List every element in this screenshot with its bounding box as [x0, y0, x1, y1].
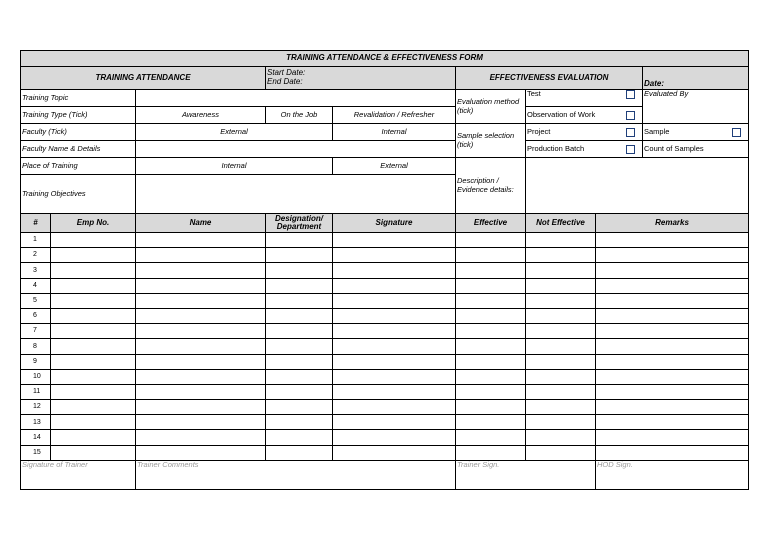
row-number: 12	[21, 400, 51, 415]
name-cell[interactable]	[136, 248, 266, 263]
remarks-cell[interactable]	[596, 384, 749, 399]
table-row	[21, 445, 749, 460]
row-number: 6	[21, 308, 51, 323]
table-row	[21, 263, 749, 278]
signature-cell[interactable]	[333, 369, 456, 384]
emp-no-cell[interactable]	[51, 400, 136, 415]
designation-cell[interactable]	[266, 263, 333, 278]
name-cell[interactable]	[136, 278, 266, 293]
signature-cell[interactable]	[333, 308, 456, 323]
emp-no-cell[interactable]	[51, 233, 136, 248]
not-effective-cell[interactable]	[526, 384, 596, 399]
table-row	[21, 324, 749, 339]
emp-no-cell[interactable]	[51, 445, 136, 460]
row-number: 8	[21, 339, 51, 354]
effective-cell[interactable]	[456, 415, 526, 430]
col-num: #	[21, 214, 51, 233]
trainer-sign-label: Trainer Sign.	[456, 460, 596, 489]
col-signature: Signature	[333, 214, 456, 233]
name-cell[interactable]	[136, 354, 266, 369]
designation-cell[interactable]	[266, 445, 333, 460]
effective-cell[interactable]	[456, 384, 526, 399]
signature-cell[interactable]	[333, 248, 456, 263]
designation-cell[interactable]	[266, 248, 333, 263]
training-topic-label: Training Topic	[21, 90, 136, 107]
not-effective-cell[interactable]	[526, 400, 596, 415]
faculty-label: Faculty (Tick)	[21, 124, 136, 141]
not-effective-cell[interactable]	[526, 324, 596, 339]
attendance-header: TRAINING ATTENDANCE	[21, 67, 266, 90]
project-checkbox[interactable]	[626, 128, 635, 137]
designation-cell[interactable]	[266, 430, 333, 445]
observation-label: Observation of Work	[527, 109, 596, 119]
row-number: 7	[21, 324, 51, 339]
effective-cell[interactable]	[456, 308, 526, 323]
remarks-cell[interactable]	[596, 430, 749, 445]
form-table	[20, 50, 749, 490]
remarks-cell[interactable]	[596, 248, 749, 263]
signature-cell[interactable]	[333, 339, 456, 354]
signature-cell[interactable]	[333, 415, 456, 430]
training-type-label: Training Type (Tick)	[21, 107, 136, 124]
row-number: 4	[21, 278, 51, 293]
signature-cell[interactable]	[333, 354, 456, 369]
test-label: Test	[527, 89, 541, 98]
name-cell[interactable]	[136, 293, 266, 308]
designation-cell[interactable]	[266, 324, 333, 339]
test-checkbox[interactable]	[626, 90, 635, 99]
effective-cell[interactable]	[456, 430, 526, 445]
effective-cell[interactable]	[456, 263, 526, 278]
signature-cell[interactable]	[333, 384, 456, 399]
emp-no-cell[interactable]	[51, 430, 136, 445]
row-number: 1	[21, 233, 51, 248]
effective-cell[interactable]	[456, 400, 526, 415]
table-row	[21, 400, 749, 415]
place-label: Place of Training	[21, 158, 136, 175]
hod-sign-label: HOD Sign.	[596, 460, 749, 489]
effective-cell[interactable]	[456, 248, 526, 263]
col-not-effective: Not Effective	[526, 214, 596, 233]
name-cell[interactable]	[136, 430, 266, 445]
row-number: 10	[21, 369, 51, 384]
not-effective-cell[interactable]	[526, 233, 596, 248]
type-awareness[interactable]: Awareness	[136, 107, 266, 124]
row-number: 14	[21, 430, 51, 445]
designation-cell[interactable]	[266, 308, 333, 323]
remarks-cell[interactable]	[596, 415, 749, 430]
row-number: 15	[21, 445, 51, 460]
name-cell[interactable]	[136, 324, 266, 339]
emp-no-cell[interactable]	[51, 293, 136, 308]
remarks-cell[interactable]	[596, 324, 749, 339]
row-number: 2	[21, 248, 51, 263]
name-cell[interactable]	[136, 445, 266, 460]
designation-cell[interactable]	[266, 400, 333, 415]
sample-selection-label: Sample selection (tick)	[456, 124, 526, 158]
emp-no-cell[interactable]	[51, 263, 136, 278]
signature-cell[interactable]	[333, 278, 456, 293]
effective-cell[interactable]	[456, 339, 526, 354]
name-cell[interactable]	[136, 308, 266, 323]
row-number: 9	[21, 354, 51, 369]
trainer-signature-label: Signature of Trainer	[21, 460, 136, 489]
effectiveness-header: EFFECTIVENESS EVALUATION	[456, 67, 643, 90]
remarks-cell[interactable]	[596, 233, 749, 248]
row-number: 3	[21, 263, 51, 278]
row-number: 5	[21, 293, 51, 308]
trainer-comments-label: Trainer Comments	[136, 460, 456, 489]
faculty-name-label: Faculty Name & Details	[21, 141, 136, 158]
name-cell[interactable]	[136, 369, 266, 384]
sample-label: Sample	[644, 126, 670, 136]
table-row	[21, 430, 749, 445]
not-effective-cell[interactable]	[526, 263, 596, 278]
not-effective-cell[interactable]	[526, 369, 596, 384]
date-label: Date:	[643, 67, 749, 90]
effective-cell[interactable]	[456, 293, 526, 308]
description-label: Description / Evidence details:	[456, 158, 526, 214]
not-effective-cell[interactable]	[526, 339, 596, 354]
table-row	[21, 415, 749, 430]
name-cell[interactable]	[136, 415, 266, 430]
end-date-label: End Date:	[267, 77, 303, 86]
table-row	[21, 248, 749, 263]
remarks-cell[interactable]	[596, 308, 749, 323]
not-effective-cell[interactable]	[526, 308, 596, 323]
table-row	[21, 233, 749, 248]
col-emp-no: Emp No.	[51, 214, 136, 233]
emp-no-cell[interactable]	[51, 354, 136, 369]
name-cell[interactable]	[136, 400, 266, 415]
training-topic-field[interactable]	[136, 90, 456, 107]
table-row	[21, 308, 749, 323]
not-effective-cell[interactable]	[526, 430, 596, 445]
count-of-samples-label: Count of Samples	[643, 141, 749, 158]
sample-checkbox[interactable]	[732, 128, 741, 137]
not-effective-cell[interactable]	[526, 354, 596, 369]
not-effective-cell[interactable]	[526, 248, 596, 263]
col-remarks: Remarks	[596, 214, 749, 233]
designation-cell[interactable]	[266, 233, 333, 248]
production-batch-option	[526, 141, 643, 158]
objectives-label: Training Objectives	[21, 175, 136, 214]
remarks-cell[interactable]	[596, 293, 749, 308]
evaluation-method-label: Evaluation method (tick)	[456, 90, 526, 124]
production-batch-checkbox[interactable]	[626, 145, 635, 154]
production-batch-label: Production Batch	[527, 143, 585, 153]
designation-cell[interactable]	[266, 278, 333, 293]
col-effective: Effective	[456, 214, 526, 233]
faculty-internal[interactable]: Internal	[333, 124, 456, 141]
remarks-cell[interactable]	[596, 278, 749, 293]
emp-no-cell[interactable]	[51, 308, 136, 323]
emp-no-cell[interactable]	[51, 278, 136, 293]
emp-no-cell[interactable]	[51, 248, 136, 263]
start-date-label: Start Date:	[267, 68, 306, 78]
row-number: 13	[21, 415, 51, 430]
date-range	[266, 67, 456, 90]
not-effective-cell[interactable]	[526, 415, 596, 430]
signature-cell[interactable]	[333, 430, 456, 445]
remarks-cell[interactable]	[596, 339, 749, 354]
place-internal[interactable]: Internal	[136, 158, 333, 175]
not-effective-cell[interactable]	[526, 445, 596, 460]
remarks-cell[interactable]	[596, 263, 749, 278]
emp-no-cell[interactable]	[51, 384, 136, 399]
evaluated-by-label: Evaluated By	[643, 90, 749, 124]
signature-cell[interactable]	[333, 233, 456, 248]
designation-cell[interactable]	[266, 339, 333, 354]
project-option	[526, 124, 643, 141]
table-row	[21, 384, 749, 399]
effective-cell[interactable]	[456, 445, 526, 460]
not-effective-cell[interactable]	[526, 278, 596, 293]
training-form	[20, 50, 748, 490]
designation-cell[interactable]	[266, 415, 333, 430]
table-row	[21, 293, 749, 308]
faculty-external[interactable]: External	[136, 124, 333, 141]
project-label: Project	[527, 126, 551, 136]
objectives-field[interactable]	[136, 175, 456, 214]
observation-checkbox[interactable]	[626, 111, 635, 120]
signature-cell[interactable]	[333, 293, 456, 308]
type-revalidation[interactable]: Revalidation / Refresher	[333, 107, 456, 124]
effective-cell[interactable]	[456, 324, 526, 339]
table-row	[21, 339, 749, 354]
form-title: TRAINING ATTENDANCE & EFFECTIVENESS FORM	[21, 51, 749, 67]
effective-cell[interactable]	[456, 233, 526, 248]
attendee-rows	[21, 233, 749, 461]
emp-no-cell[interactable]	[51, 369, 136, 384]
name-cell[interactable]	[136, 263, 266, 278]
designation-cell[interactable]	[266, 384, 333, 399]
type-on-the-job[interactable]: On the Job	[266, 107, 333, 124]
emp-no-cell[interactable]	[51, 415, 136, 430]
designation-cell[interactable]	[266, 293, 333, 308]
sample-option	[643, 124, 749, 141]
table-row	[21, 354, 749, 369]
name-cell[interactable]	[136, 233, 266, 248]
name-cell[interactable]	[136, 384, 266, 399]
description-field[interactable]	[526, 158, 749, 214]
test-option	[526, 90, 643, 107]
place-external[interactable]: External	[333, 158, 456, 175]
designation-cell[interactable]	[266, 369, 333, 384]
emp-no-cell[interactable]	[51, 324, 136, 339]
designation-cell[interactable]	[266, 354, 333, 369]
col-name: Name	[136, 214, 266, 233]
effective-cell[interactable]	[456, 278, 526, 293]
not-effective-cell[interactable]	[526, 293, 596, 308]
name-cell[interactable]	[136, 339, 266, 354]
remarks-cell[interactable]	[596, 445, 749, 460]
effective-cell[interactable]	[456, 369, 526, 384]
remarks-cell[interactable]	[596, 400, 749, 415]
remarks-cell[interactable]	[596, 354, 749, 369]
faculty-name-field[interactable]	[136, 141, 456, 158]
table-row	[21, 369, 749, 384]
signature-cell[interactable]	[333, 400, 456, 415]
col-designation: Designation/ Department	[266, 214, 333, 233]
remarks-cell[interactable]	[596, 369, 749, 384]
signature-cell[interactable]	[333, 263, 456, 278]
table-row	[21, 278, 749, 293]
effective-cell[interactable]	[456, 354, 526, 369]
signature-cell[interactable]	[333, 324, 456, 339]
emp-no-cell[interactable]	[51, 339, 136, 354]
signature-cell[interactable]	[333, 445, 456, 460]
row-number: 11	[21, 384, 51, 399]
observation-option	[526, 107, 643, 124]
